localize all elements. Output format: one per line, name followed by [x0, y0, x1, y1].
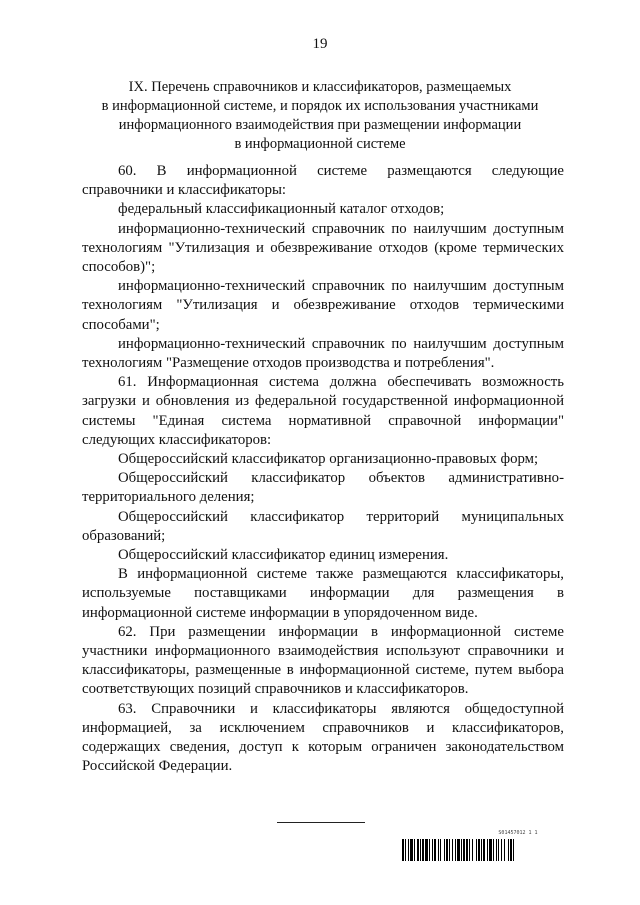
paragraph-60: 60. В информационной системе размещаются следующие справочники и классификаторы:: [82, 163, 564, 199]
barcode-code: S01457012 1 1: [498, 830, 538, 836]
list-item: Общероссийский классификатор объектов административно-территориального деления;: [82, 470, 564, 506]
list-item: информационно-технический справочник по наилучшим доступным технологиям "Размещение отходов производства и потребления".: [82, 335, 564, 372]
list-item: информационно-технический справочник по наилучшим доступным технологиям "Утилизация и обезвреживание отходов термическими способами";: [82, 278, 564, 333]
heading-line: IX. Перечень справочников и классификаторов, размещаемых: [128, 79, 512, 95]
paragraph-61: 61. Информационная система должна обеспечивать возможность загрузки и обновления из федеральной государственной информационной системы "Единая система нормативной справочной информации" следующих классификаторов:: [82, 374, 564, 448]
list-item: Общероссийский классификатор территорий муниципальных образований;: [82, 508, 564, 544]
list-item: федеральный классификационный каталог отходов;: [118, 201, 445, 218]
paragraph: В информационной системе также размещаются классификаторы, используемые поставщиками информации для размещения в информационной системе информации в упорядоченном виде.: [82, 566, 564, 621]
paragraph-63: 63. Справочники и классификаторы являются общедоступной информацией, за исключением справочников и классификаторов, содержащих сведения, доступ к которым ограничен законодательством Российской Федерации.: [82, 700, 564, 775]
barcode-bar: [514, 839, 516, 861]
page-number: 19: [312, 36, 328, 52]
separator-line: [277, 822, 365, 823]
list-item: информационно-технический справочник по наилучшим доступным технологиям "Утилизация и обезвреживание отходов (кроме термических способов)";: [82, 220, 564, 276]
heading-line: информационного взаимодействия при размещении информации: [118, 117, 522, 133]
document-body: [82, 162, 564, 777]
paragraph-62: 62. При размещении информации в информационной системе участники информационного взаимодействия используют справочники и классификаторы, размещенные в информационной системе, путем выбора соответствующих позиций справочников и классификаторов.: [82, 623, 564, 698]
heading-line: в информационной системе, и порядок их использования участниками: [101, 98, 539, 114]
barcode: [402, 839, 558, 861]
heading-line: в информационной системе: [234, 136, 406, 152]
section-heading: [70, 78, 570, 154]
list-item: Общероссийский классификатор организационно-правовых форм;: [118, 451, 539, 468]
list-item: Общероссийский классификатор единиц измерения.: [118, 547, 449, 564]
